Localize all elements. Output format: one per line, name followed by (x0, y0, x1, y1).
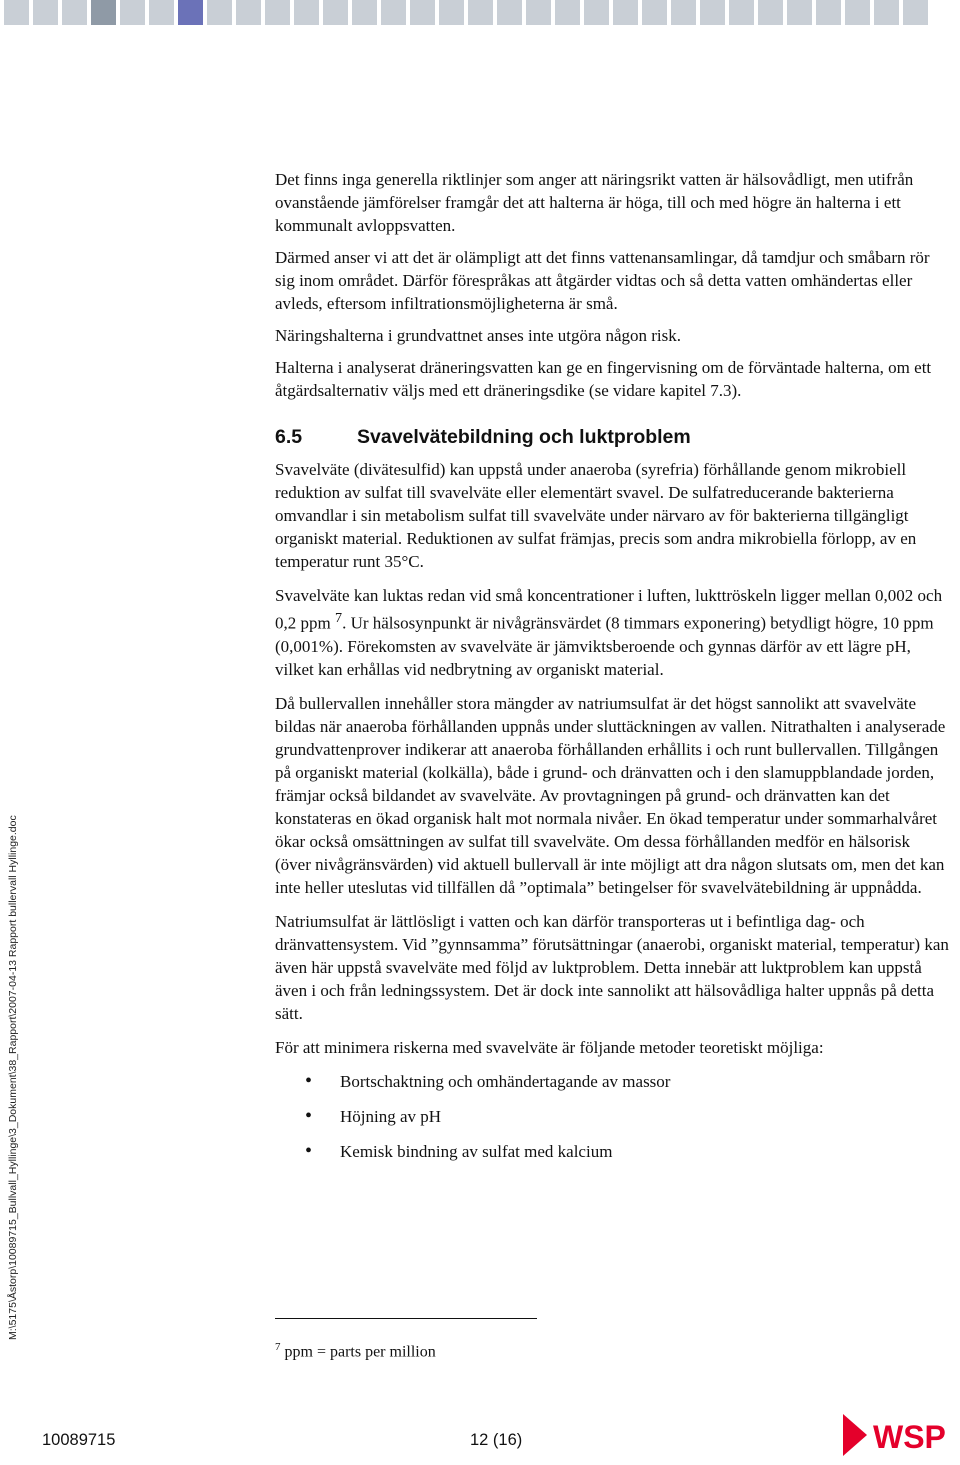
header-square (352, 0, 377, 25)
header-square (120, 0, 145, 25)
logo-wordmark: WSP (873, 1419, 946, 1455)
header-square (62, 0, 87, 25)
header-square (874, 0, 899, 25)
header-square (149, 0, 174, 25)
wsp-logo (843, 1414, 958, 1456)
header-square (729, 0, 754, 25)
footer-document-number: 10089715 (42, 1431, 116, 1449)
header-square (381, 0, 406, 25)
header-square (526, 0, 551, 25)
paragraph: För att minimera riskerna med svavelväte är följande metoder teoretiskt möjliga: (275, 1037, 824, 1057)
section-title: Svavelvätebildning och luktproblem (357, 426, 691, 448)
footnote-reference: 7 (334, 610, 343, 626)
footer-page-number: 12 (16) (470, 1431, 523, 1449)
header-square (33, 0, 58, 25)
header-square (91, 0, 116, 25)
header-square (700, 0, 725, 25)
header-square (323, 0, 348, 25)
header-square (758, 0, 783, 25)
file-path-margin: M:\5175\Åstorp\10089715_Bullvall_Hyllinge\3_Dokument\38_Rapport\2007-04-13 Rapport bullervall Hyllinge.doc (7, 815, 19, 1340)
header-square (845, 0, 870, 25)
paragraph: Näringshalterna i grundvattnet anses inte utgöra någon risk. (275, 326, 681, 345)
header-square (497, 0, 522, 25)
header-square (555, 0, 580, 25)
header-square (4, 0, 29, 25)
footnote (275, 1337, 436, 1362)
paragraph: Halterna i analyserat dräneringsvatten kan ge en fingervisning om de förväntade halterna, om ett åtgärdsalternativ väljs med ett dräneringsdike (se vidare kapitel 7.3). (275, 358, 932, 400)
header-square (787, 0, 812, 25)
section-number: 6.5 (275, 426, 303, 448)
header-square (265, 0, 290, 25)
header-square (294, 0, 319, 25)
footnote-text: ppm = parts per million (280, 1343, 436, 1361)
paragraph: Därmed anser vi att det är olämpligt att det finns vattenansamlingar, då tamdjur och småbarn rör sig inom området. Därför förespråkas att åtgärder vidtas och så detta vatten omhändertas eller avleds, eftersom infiltrationsmöjligheterna är små. (275, 248, 930, 313)
footnote-marker: 7 (275, 1341, 281, 1353)
header-square (642, 0, 667, 25)
header-square (671, 0, 696, 25)
list-item: • Kemisk bindning av sulfat med kalcium (275, 1140, 950, 1175)
method-list (275, 1070, 950, 1175)
header-square (903, 0, 928, 25)
list-item: • Bortschaktning och omhändertagande av massor (275, 1070, 950, 1105)
list-item: • Höjning av pH (275, 1105, 950, 1140)
paragraph: Natriumsulfat är lättlösligt i vatten och kan därför transporteras ut i befintliga dag- och dränvattensystem. Vid ”gynnsamma” förutsättningar (anaerobi, organiskt material, temperatur) kan även här uppstå svavelväte med följd av luktproblem. Detta innebär att luktproblem kan uppstå även i och från ledningssystem. Det är dock inte sannolikt att hälsovådliga halter uppnås på detta sätt. (275, 911, 949, 1023)
header-square (584, 0, 609, 25)
header-square (816, 0, 841, 25)
paragraph: Då bullervallen innehåller stora mängder av natriumsulfat är det högst sannolikt att svavelväte bildas när anaeroba förhållanden uppnås under sluttäckningen av vallen. Nitrathalten i analyserade grundvattenprover indikerar att anaeroba förhållanden erhållits i och runt bullervallen. Tillgången på organiskt material (kolkälla), både i grund- och dränvatten och i den slamuppblandade jorden, främjar också bildandet av svavelväte. Av provtagningen på grund- och dränvatten kan det konstateras en ökad organisk halt mot normala nivåer. En ökad temperatur under sommarhalvåret ökar också omsättningen av sulfat till svavelväte. Om dessa förhållanden medför en hälsorisk (över nivågränsvärden) vid aktuell bullervall är inte möjligt att dra någon slutsats om, men det kan inte heller uteslutas vid tillfällen då ”optimala” betingelser för svavelvätebildning är uppnådda. (275, 693, 946, 897)
paragraph: Det finns inga generella riktlinjer som anger att näringsrikt vatten är hälsovådligt, men utifrån ovanstående jämförelser framgår det att halterna är höga, till och med högre än halterna i ett kommunalt avloppsvatten. (275, 170, 914, 235)
header-color-bar (0, 0, 960, 30)
header-square (439, 0, 464, 25)
paragraph: Svavelväte (divätesulfid) kan uppstå under anaeroba (syrefria) förhållande genom mikrobiell reduktion av sulfat till svavelväte eller elementärt svavel. De sulfatreducerande bakterierna omvandlar i sin metabolism sulfat till svavelväte under närvaro av för bakterierna tillgängligt organiskt material. Reduktionen av sulfat främjas, precis som andra mikrobiella förlopp, av en temperatur runt 35°C. (275, 460, 917, 571)
paragraph: Svavelväte kan luktas redan vid små koncentrationer i luften, lukttröskeln ligger mellan 0,002 och 0,2 ppm $^7$. Ur hälsosynpunkt är nivågränsvärdet (8 timmars exponering) betydligt högre, 10 ppm (0,001%). Förekomsten av svavelväte är jämviktsberoende och gynnas därför av ett lägre pH, vilket kan erhållas vid nedbrytning av organiskt material. (275, 586, 943, 679)
page-content (275, 168, 950, 1175)
header-square (613, 0, 638, 25)
header-square (178, 0, 203, 25)
footnote-divider (275, 1318, 537, 1319)
header-square (236, 0, 261, 25)
section-heading (275, 424, 950, 450)
header-square (410, 0, 435, 25)
header-square (207, 0, 232, 25)
header-square (468, 0, 493, 25)
